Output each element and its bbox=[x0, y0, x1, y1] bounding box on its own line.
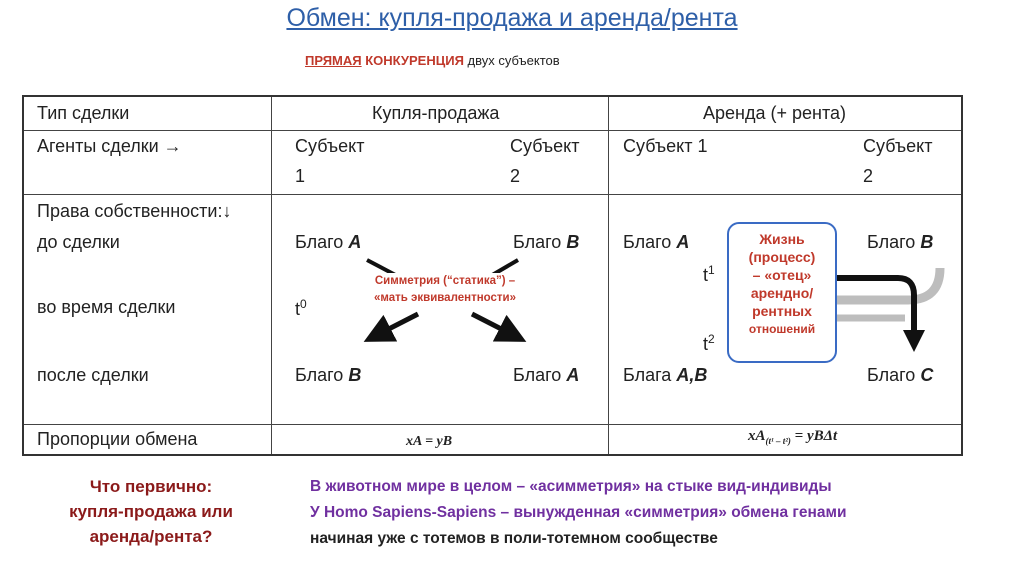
rent-formula-pre: xA bbox=[748, 428, 766, 444]
note-line: начиная уже с тотемов в поли-тотемном сообществе bbox=[310, 530, 718, 547]
subtitle-competition: КОНКУРЕНЦИЯ bbox=[361, 53, 464, 68]
sale-subject1: Субъект bbox=[295, 136, 365, 156]
subtitle-direct: ПРЯМАЯ bbox=[305, 53, 362, 68]
good-letters: A,B bbox=[676, 365, 708, 385]
rights-during: во время сделки bbox=[37, 297, 176, 317]
good-letter: A bbox=[566, 365, 580, 385]
sale-subject1-num: 1 bbox=[295, 166, 306, 186]
bubble-line: Жизнь bbox=[759, 231, 805, 247]
sale-formula: xA = yB bbox=[406, 434, 453, 449]
rent-formula-post: = yBΔt bbox=[790, 428, 838, 444]
rights-label: Права собственности:↓ bbox=[37, 201, 232, 221]
good-letter: B bbox=[920, 232, 934, 252]
t-superscript: 0 bbox=[300, 297, 307, 311]
good-word: Благо bbox=[867, 232, 916, 252]
good-letter: B bbox=[348, 365, 362, 385]
good-letter: A bbox=[348, 232, 362, 252]
primacy-question bbox=[36, 474, 266, 549]
question-line: Что первично: bbox=[89, 477, 213, 496]
subtitle-rest: двух субъектов bbox=[463, 53, 560, 68]
arrow-to-after-a bbox=[472, 314, 513, 335]
symmetry-label bbox=[345, 273, 545, 307]
bubble-line: – «отец» bbox=[752, 267, 812, 283]
proportions-label: Пропорции обмена bbox=[37, 429, 198, 449]
rent-formula-sub: (t¹ – t²) bbox=[765, 436, 791, 446]
header-deal-type: Тип сделки bbox=[37, 103, 130, 123]
flow-arrow-black bbox=[830, 278, 914, 338]
rent-subject1: Субъект 1 bbox=[623, 136, 708, 156]
good-word: Благо bbox=[513, 232, 562, 252]
good-word: Благо bbox=[513, 365, 562, 385]
header-rent: Аренда (+ рента) bbox=[703, 103, 846, 123]
bubble-line: отношений bbox=[748, 322, 816, 336]
flow-arrow-gray bbox=[830, 268, 940, 300]
arrow-to-after-b bbox=[377, 314, 418, 335]
sale-subject2-num: 2 bbox=[510, 166, 521, 186]
rights-before: до сделки bbox=[37, 232, 120, 252]
good-word: Благо bbox=[295, 365, 344, 385]
rent-subject2-num: 2 bbox=[863, 166, 874, 186]
flow-arrow-head bbox=[903, 330, 925, 352]
sale-subject2: Субъект bbox=[510, 136, 580, 156]
rent-formula bbox=[748, 428, 837, 446]
good-word: Блага bbox=[623, 365, 672, 385]
good-word: Благо bbox=[295, 232, 344, 252]
agents-label: Агенты сделки → bbox=[37, 136, 182, 156]
t-superscript: 2 bbox=[708, 332, 715, 346]
symmetry-line2: «мать эквивалентности» bbox=[373, 292, 517, 304]
symmetry-line1: Симметрия (“статика”) – bbox=[374, 275, 516, 287]
good-letter: A bbox=[676, 232, 690, 252]
question-line: аренда/рента? bbox=[89, 527, 213, 546]
bubble-line: (процесс) bbox=[748, 249, 816, 265]
notes-block bbox=[310, 474, 1010, 552]
t-symbol: t bbox=[703, 265, 709, 285]
header-sale: Купля-продажа bbox=[372, 103, 500, 123]
rights-after: после сделки bbox=[37, 365, 149, 385]
good-letter: B bbox=[566, 232, 580, 252]
t-symbol: t bbox=[295, 299, 301, 319]
rent-subject2: Субъект bbox=[863, 136, 933, 156]
note-line: В животном мире в целом – «асимметрия» на стыке вид-индивиды bbox=[310, 478, 832, 495]
bubble-line: арендно/ bbox=[750, 285, 814, 301]
question-line: купля-продажа или bbox=[69, 502, 233, 521]
t-superscript: 1 bbox=[708, 263, 715, 277]
bubble-line: рентных bbox=[752, 303, 812, 319]
good-word: Благо bbox=[623, 232, 672, 252]
good-letter: C bbox=[920, 365, 934, 385]
page-title: Обмен: купля-продажа и аренда/рента bbox=[286, 4, 738, 32]
note-line: У Homo Sapiens-Sapiens – вынужденная «симметрия» обмена генами bbox=[310, 504, 847, 521]
t-symbol: t bbox=[703, 334, 709, 354]
good-word: Благо bbox=[867, 365, 916, 385]
life-process-bubble bbox=[727, 222, 837, 363]
